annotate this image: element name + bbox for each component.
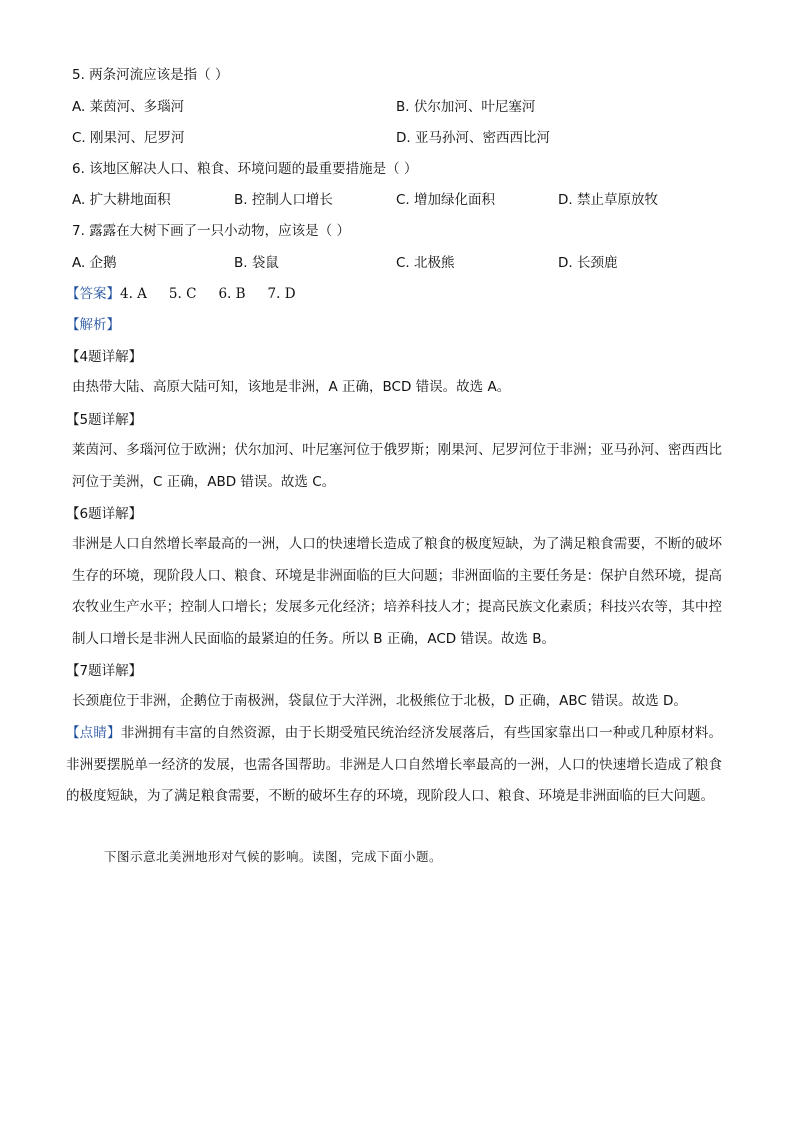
detail-5-label: 【5题详解】 <box>66 412 143 428</box>
question-6-option-d: D. 禁止草原放牧 <box>558 192 658 208</box>
answer-line <box>66 285 318 303</box>
next-section-intro: 下图示意北美洲地形对气候的影响。读图，完成下面小题。 <box>104 849 443 864</box>
question-7-option-a: A. 企鹅 <box>72 255 117 271</box>
tip-text: 非洲拥有丰富的自然资源，由于长期受殖民统治经济发展落后，有些国家靠出口一种或几种原材料。非洲要摆脱单一经济的发展，也需各国帮助。非洲是人口自然增长率最高的一洲，人口的快速增长造成了粮食的极度短缺，为了满足粮食需要，不断的破坏生存的环境，现阶段人口、粮食、环境是非洲面临的巨大问题。 <box>66 725 723 804</box>
question-5-stem: 5. 两条河流应该是指（ ） <box>72 67 229 83</box>
detail-4-text: 由热带大陆、高原大陆可知，该地是非洲，A 正确，BCD 错误。故选 A。 <box>72 379 511 395</box>
question-6-option-c: C. 增加绿化面积 <box>396 192 496 208</box>
question-7-option-c: C. 北极熊 <box>396 255 455 271</box>
question-5-option-a: A. 莱茵河、多瑙河 <box>72 99 185 115</box>
answer-value-6: 6. B <box>218 286 246 302</box>
analysis-label: 【解析】 <box>66 317 120 333</box>
question-7-option-d: D. 长颈鹿 <box>558 255 618 271</box>
question-6-option-a: A. 扩大耕地面积 <box>72 192 171 208</box>
detail-7-label: 【7题详解】 <box>66 663 143 679</box>
tip-label: 【点睛】 <box>66 725 121 741</box>
answer-value-5: 5. C <box>168 286 197 302</box>
question-6-stem: 6. 该地区解决人口、粮食、环境问题的最重要措施是（ ） <box>72 161 418 177</box>
question-7-stem: 7. 露露在大树下画了一只小动物，应该是（ ） <box>72 223 350 239</box>
answer-label: 【答案】 <box>66 286 120 302</box>
detail-6-label: 【6题详解】 <box>66 506 143 522</box>
detail-4-label: 【4题详解】 <box>66 349 143 365</box>
detail-5-text: 莱茵河、多瑙河位于欧洲；伏尔加河、叶尼塞河位于俄罗斯；刚果河、尼罗河位于非洲；亚马孙河、密西西比河位于美洲，C 正确，ABD 错误。故选 C。 <box>72 442 722 490</box>
question-5-option-b: B. 伏尔加河、叶尼塞河 <box>396 99 536 115</box>
question-6-option-b: B. 控制人口增长 <box>234 192 333 208</box>
answer-value-4: 4. A <box>120 286 147 302</box>
detail-7-text: 长颈鹿位于非洲，企鹅位于南极洲，袋鼠位于大洋洲，北极熊位于北极，D 正确，ABC 错误。故选 D。 <box>72 693 687 709</box>
question-7-option-b: B. 袋鼠 <box>234 255 279 271</box>
detail-6-text: 非洲是人口自然增长率最高的一洲，人口的快速增长造成了粮食的极度短缺，为了满足粮食需要，不断的破坏生存的环境，现阶段人口、粮食、环境是非洲面临的巨大问题；非洲面临的主要任务是：保护自然环境，提高农牧业生产水平；控制人口增长；发展多元化经济；培养科技人才；提高民族文化素质；科技兴农等，其中控制人口增长是非洲人民面临的最紧迫的任务。所以 B 正确，ACD 错误。故选 B。 <box>72 536 722 647</box>
answer-value-7: 7. D <box>267 286 296 302</box>
question-5-option-d: D. 亚马孙河、密西西比河 <box>396 130 550 146</box>
question-5-option-c: C. 刚果河、尼罗河 <box>72 130 185 146</box>
tip-paragraph <box>66 718 722 813</box>
